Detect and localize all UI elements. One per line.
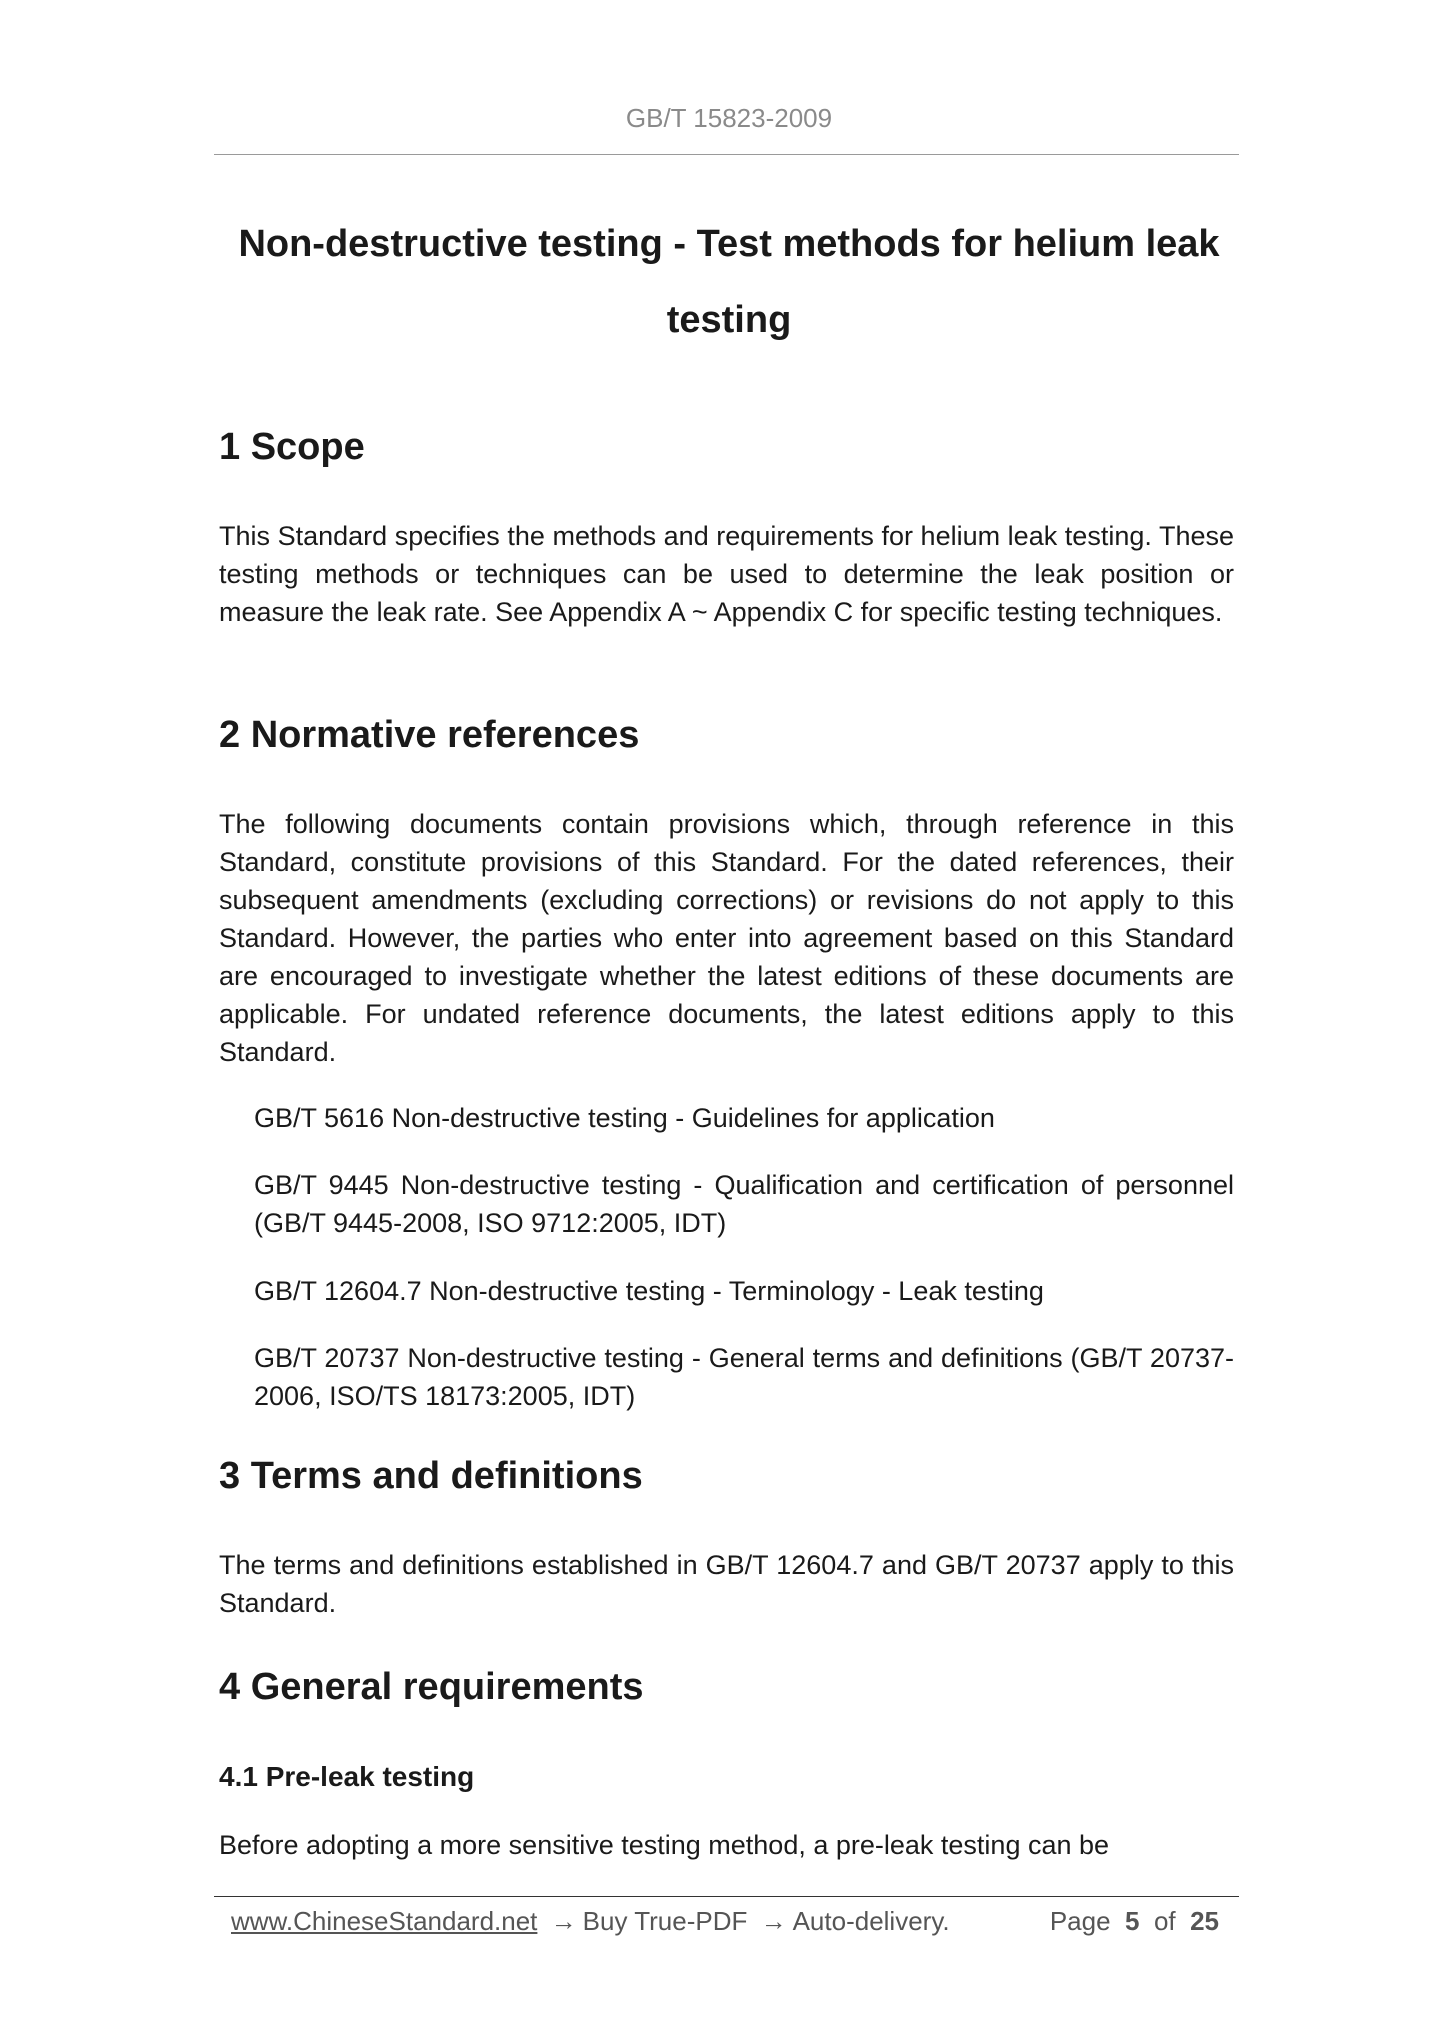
- page-footer: [231, 1903, 1231, 1939]
- section-heading-general-requirements: 4 General requirements: [219, 1666, 644, 1708]
- subsection-heading-pre-leak-testing: 4.1 Pre-leak testing: [219, 1761, 475, 1792]
- document-title: [219, 206, 1239, 358]
- header-divider: [214, 154, 1239, 155]
- normative-paragraph: The following documents contain provisions which, through reference in this Standard, constitute provisions of this Standard. For the dated references, their subsequent amendments (excluding corrections) or revisions do not apply to this Standard. However, the parties who enter into agreement based on this Standard are encouraged to investigate whether the latest editions of these documents are applicable. For undated reference documents, the latest editions apply to this Standard.: [219, 809, 1234, 1067]
- section-heading-terms-and-definitions: 3 Terms and definitions: [219, 1455, 643, 1497]
- reference-item-gbt-5616: GB/T 5616 Non-destructive testing - Guidelines for application: [254, 1103, 995, 1133]
- page-of: of: [1153, 1906, 1176, 1936]
- reference-item-gbt-9445: GB/T 9445 Non-destructive testing - Qualification and certification of personnel (GB/T 9445-2008, ISO 9712:2005, IDT): [254, 1170, 1234, 1238]
- title-line-1: Non-destructive testing - Test methods for helium leak: [238, 223, 1220, 265]
- page-number: [1050, 1903, 1219, 1939]
- page-total: 25: [1190, 1906, 1219, 1936]
- running-header: GB/T 15823-2009: [625, 103, 833, 133]
- title-line-2: testing: [666, 299, 792, 341]
- pre-leak-paragraph: Before adopting a more sensitive testing method, a pre-leak testing can be: [219, 1830, 1110, 1860]
- scope-paragraph: This Standard specifies the methods and requirements for helium leak testing. These testing methods or techniques can be used to determine the leak position or measure the leak rate. See Appendix A ~ Appendix C for specific testing techniques.: [219, 521, 1234, 627]
- reference-item-gbt-20737: GB/T 20737 Non-destructive testing - General terms and definitions (GB/T 20737-2006, ISO/TS 18173:2005, IDT): [254, 1343, 1234, 1411]
- auto-delivery-text: Auto-delivery.: [792, 1906, 950, 1936]
- arrow-right-icon: →: [550, 1906, 577, 1936]
- arrow-right-icon: →: [760, 1906, 787, 1936]
- section-heading-scope: 1 Scope: [219, 426, 365, 468]
- buy-true-pdf-text: Buy True-PDF: [582, 1906, 748, 1936]
- footer-divider: [214, 1896, 1239, 1897]
- document-page: [219, 0, 1239, 2044]
- website-link[interactable]: www.ChineseStandard.net: [231, 1906, 538, 1936]
- page-label: Page: [1049, 1906, 1111, 1936]
- page-current: 5: [1125, 1906, 1140, 1936]
- reference-item-gbt-12604-7: GB/T 12604.7 Non-destructive testing - Terminology - Leak testing: [254, 1276, 1044, 1306]
- section-heading-normative-references: 2 Normative references: [219, 714, 640, 756]
- terms-paragraph: The terms and definitions established in GB/T 12604.7 and GB/T 20737 apply to this Standard.: [219, 1550, 1234, 1618]
